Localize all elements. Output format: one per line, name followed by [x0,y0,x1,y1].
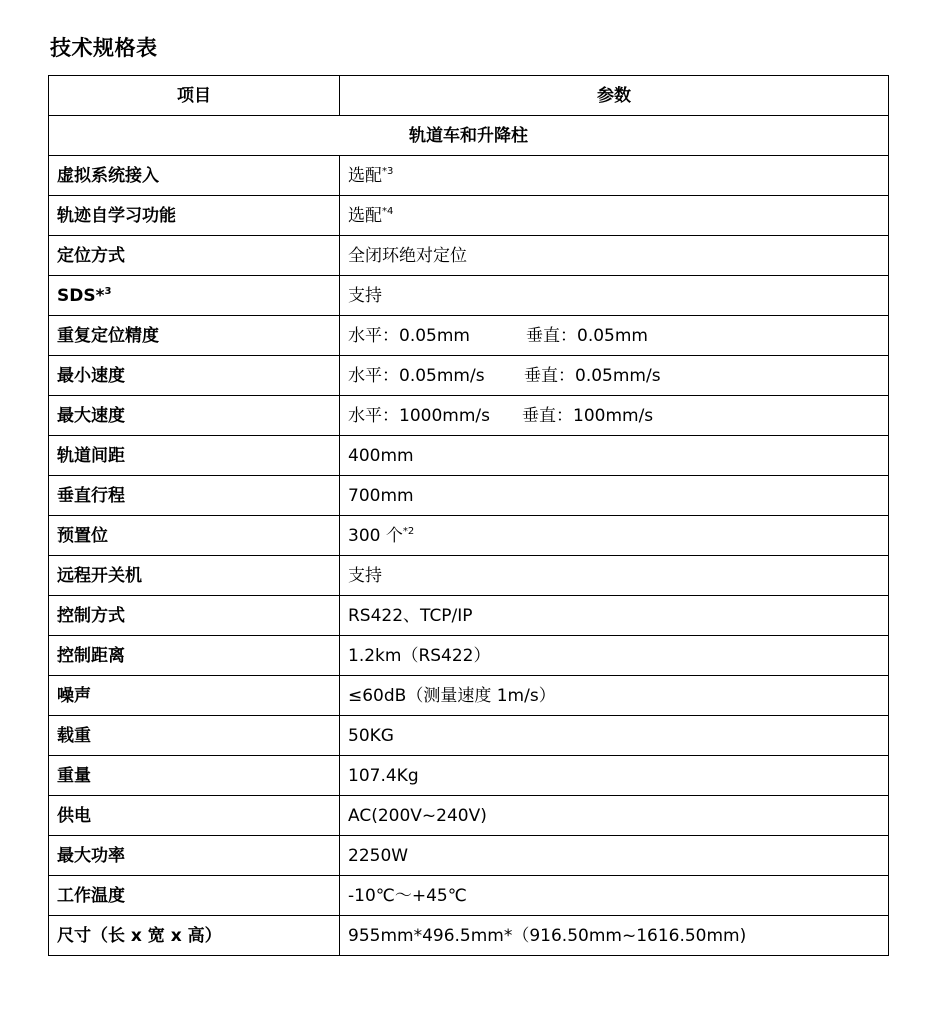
row-item: 工作温度 [49,876,340,916]
row-value: 955mm*496.5mm*（916.50mm~1616.50mm) [340,916,889,956]
table-row [49,556,889,596]
row-value: ≤60dB（测量速度 1m/s） [340,676,889,716]
table-row [49,396,889,436]
value-text: 选配 [348,205,382,226]
table-row [49,156,889,196]
table-row [49,876,889,916]
row-item: 最大功率 [49,836,340,876]
row-value [340,356,889,396]
table-row [49,196,889,236]
table-row [49,796,889,836]
row-item: 重量 [49,756,340,796]
row-value [340,396,889,436]
row-item: 供电 [49,796,340,836]
section-row [49,116,889,156]
value-text: 300 个 [348,525,403,546]
row-value [340,316,889,356]
row-value: RS422、TCP/IP [340,596,889,636]
row-value: 支持 [340,556,889,596]
footnote-ref: *2 [402,525,415,537]
vertical-value: 垂直：100mm/s [522,405,654,426]
horizontal-value: 水平：1000mm/s [348,405,490,426]
footnote-ref: *3 [382,165,394,177]
table-row [49,516,889,556]
table-row [49,476,889,516]
row-value: 全闭环绝对定位 [340,236,889,276]
row-item: 最小速度 [49,356,340,396]
row-value: -10℃～+45℃ [340,876,889,916]
table-row [49,436,889,476]
row-value: 50KG [340,716,889,756]
row-item: 控制方式 [49,596,340,636]
row-item: 远程开关机 [49,556,340,596]
row-item: 垂直行程 [49,476,340,516]
table-row [49,596,889,636]
table-row [49,716,889,756]
vertical-value: 垂直：0.05mm [526,325,648,346]
row-value: 107.4Kg [340,756,889,796]
value-text: 选配 [348,165,382,186]
row-value: 1.2km（RS422） [340,636,889,676]
item-text: SDS* [57,285,105,306]
row-value [340,516,889,556]
row-item: 预置位 [49,516,340,556]
horizontal-value: 水平：0.05mm [348,325,470,346]
table-row [49,276,889,316]
header-item: 项目 [49,76,340,116]
row-value: AC(200V~240V) [340,796,889,836]
table-row [49,756,889,796]
row-item: 最大速度 [49,396,340,436]
vertical-value: 垂直：0.05mm/s [524,365,661,386]
row-item [49,276,340,316]
row-value: 700mm [340,476,889,516]
row-value: 400mm [340,436,889,476]
table-row [49,236,889,276]
row-item: 尺寸（长 x 宽 x 高） [49,916,340,956]
footnote-ref: *4 [382,205,394,217]
horizontal-value: 水平：0.05mm/s [348,365,485,386]
table-row [49,356,889,396]
row-item: 轨迹自学习功能 [49,196,340,236]
row-item: 重复定位精度 [49,316,340,356]
row-value: 2250W [340,836,889,876]
row-item: 载重 [49,716,340,756]
section-title: 轨道车和升降柱 [49,116,889,156]
row-item: 轨道间距 [49,436,340,476]
page-title: 技术规格表 [50,36,158,60]
row-value [340,196,889,236]
row-value: 支持 [340,276,889,316]
row-value [340,156,889,196]
row-item: 虚拟系统接入 [49,156,340,196]
header-param: 参数 [340,76,889,116]
row-item: 控制距离 [49,636,340,676]
table-row [49,316,889,356]
footnote-ref: 3 [104,285,112,297]
table-row [49,836,889,876]
table-row [49,636,889,676]
spec-table [48,75,889,956]
row-item: 噪声 [49,676,340,716]
table-header-row [49,76,889,116]
table-row [49,676,889,716]
row-item: 定位方式 [49,236,340,276]
table-row [49,916,889,956]
